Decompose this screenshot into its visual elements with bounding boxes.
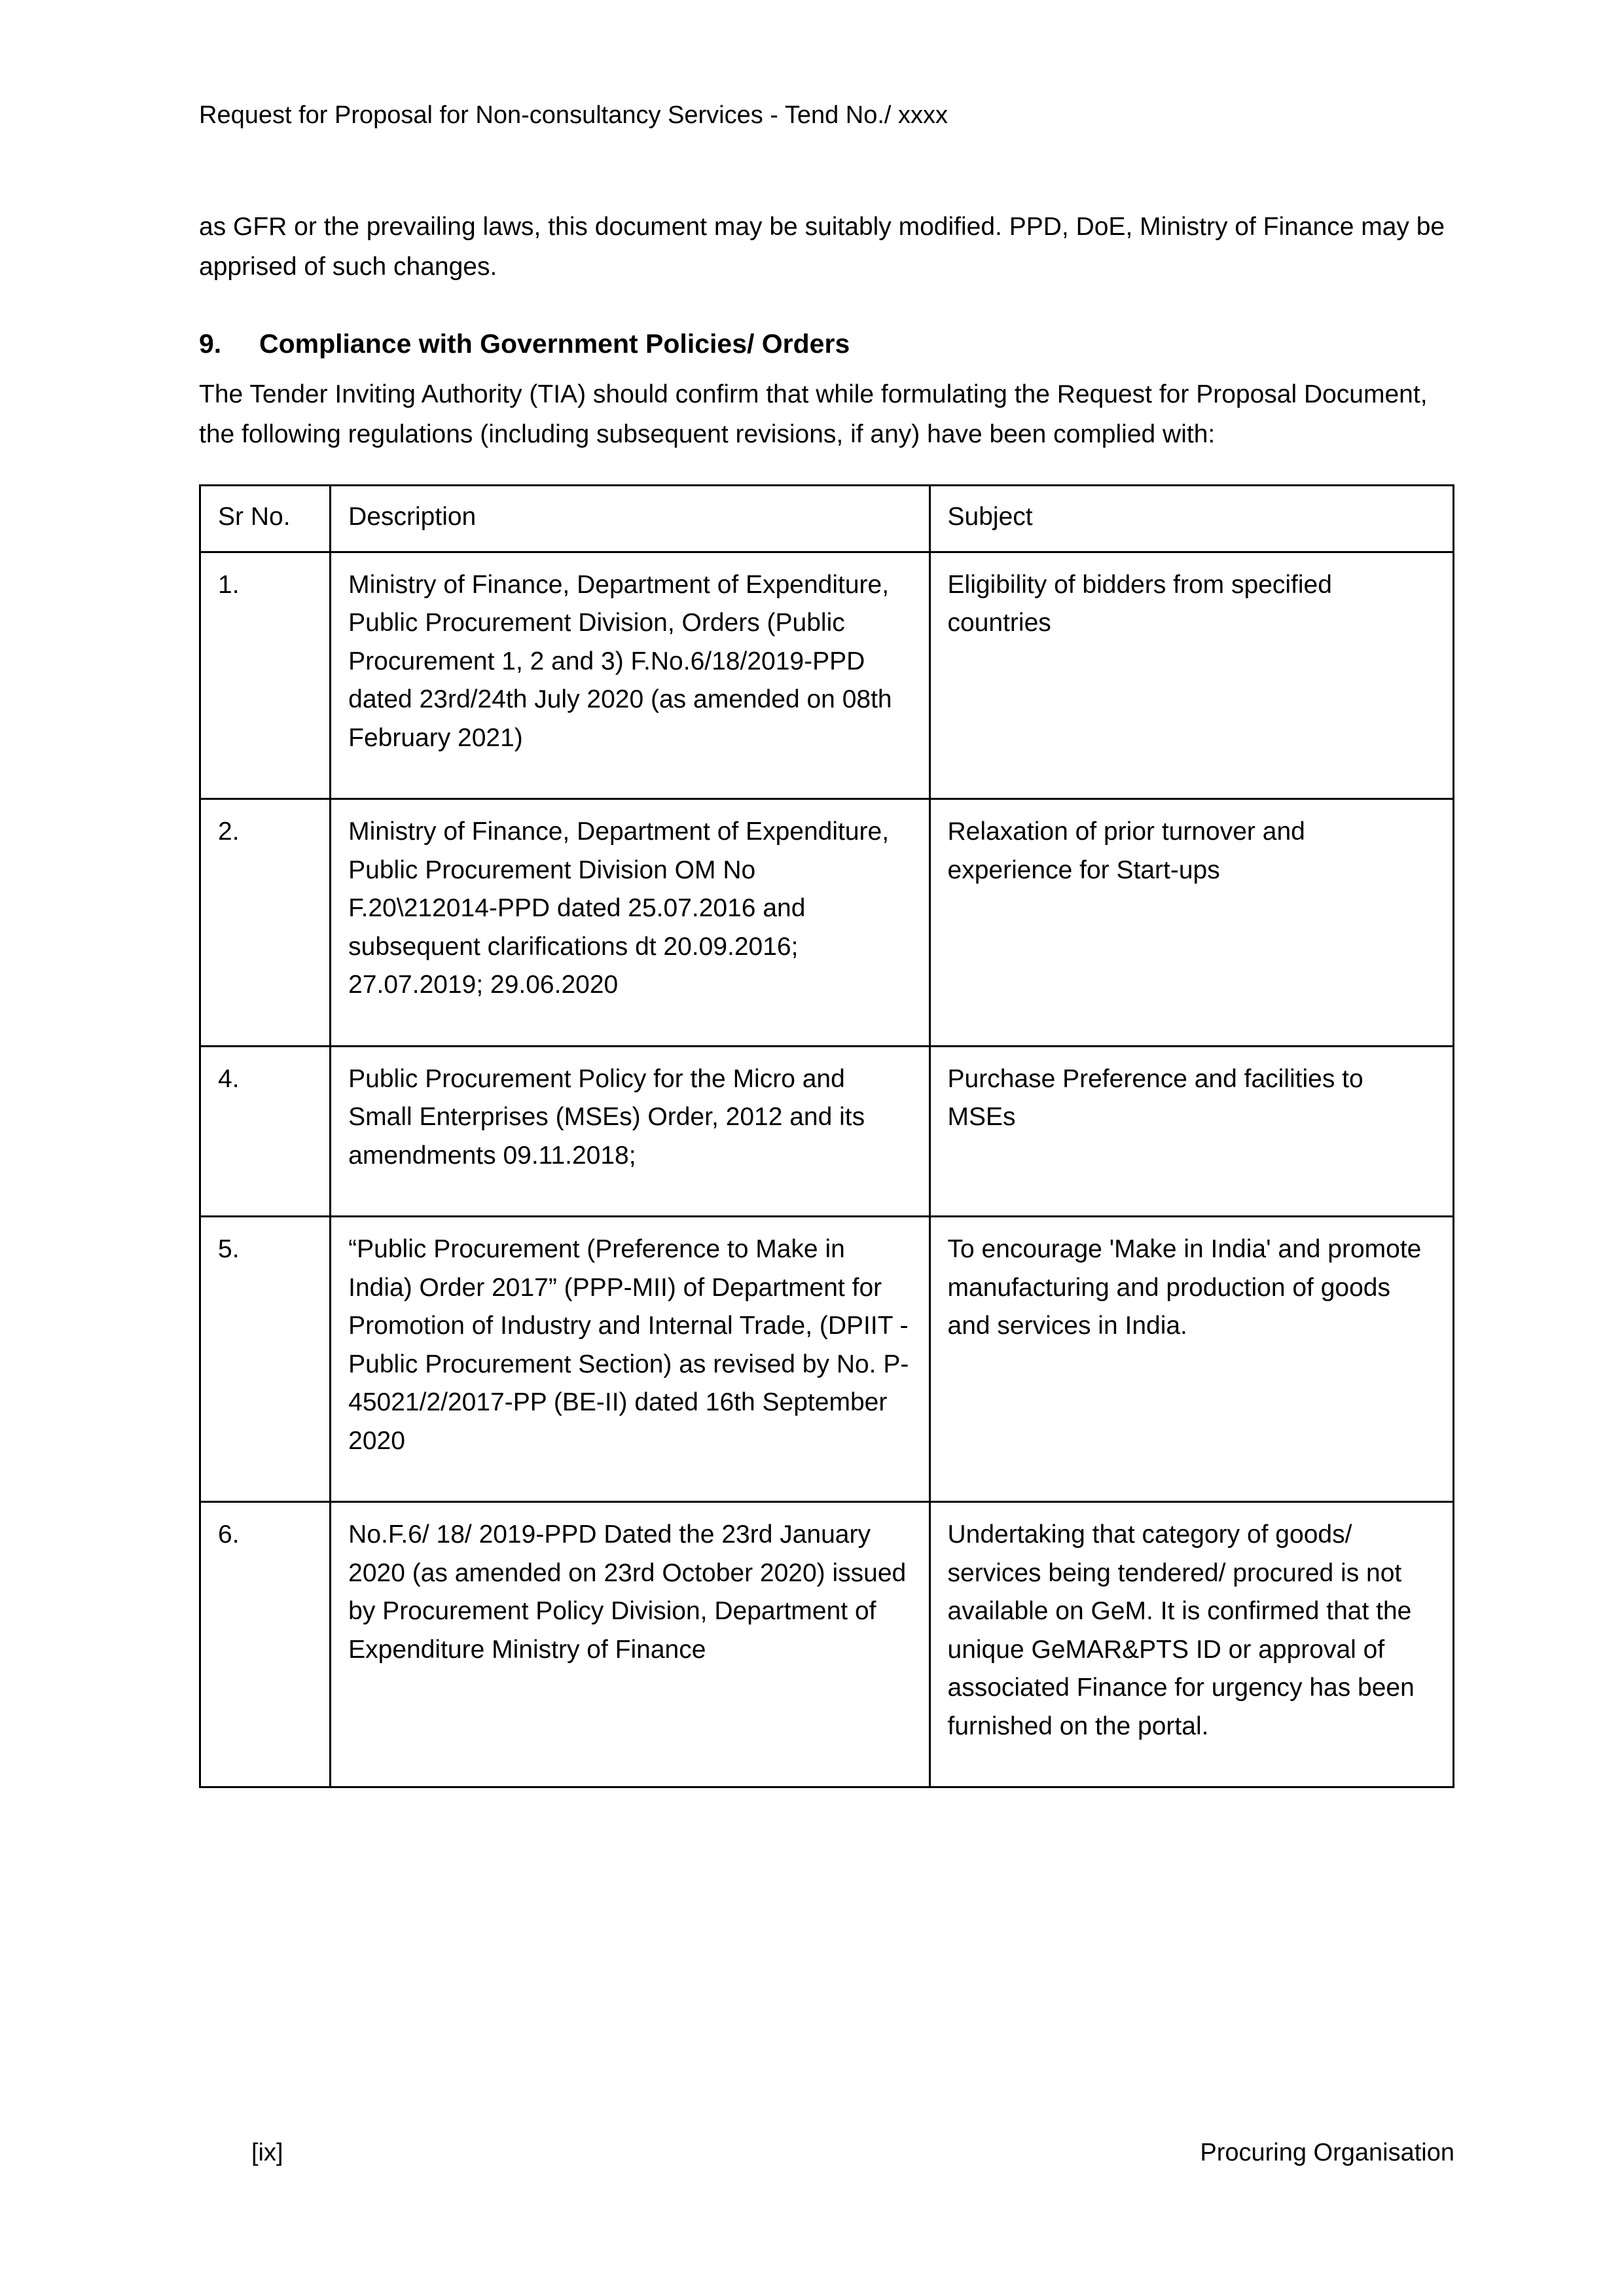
section-heading: [199, 329, 1454, 359]
cell-sr-no: 1.: [200, 552, 331, 799]
section-number: 9.: [199, 329, 222, 359]
cell-subject: Eligibility of bidders from specified countries: [929, 552, 1453, 799]
cell-subject: To encourage 'Make in India' and promote manufacturing and production of goods and services in India.: [929, 1217, 1453, 1502]
page-number: [ix]: [251, 2139, 283, 2166]
cell-subject: Relaxation of prior turnover and experience for Start-ups: [929, 799, 1453, 1047]
column-header-sr-no: Sr No.: [200, 486, 331, 552]
intro-paragraph: as GFR or the prevailing laws, this document may be suitably modified. PPD, DoE, Ministry of Finance may be apprised of such changes.: [199, 213, 1445, 281]
cell-description: Public Procurement Policy for the Micro and Small Enterprises (MSEs) Order, 2012 and its amendments 09.11.2018;: [331, 1046, 929, 1217]
table-row: [200, 1502, 1454, 1787]
section-intro-paragraph: The Tender Inviting Authority (TIA) should confirm that while formulating the Request for Proposal Document, the following regulations (including subsequent revisions, if any) have been complied with:: [199, 380, 1428, 448]
cell-description: No.F.6/ 18/ 2019-PPD Dated the 23rd January 2020 (as amended on 23rd October 2020) issued by Procurement Policy Division, Department of Expenditure Ministry of Finance: [331, 1502, 929, 1787]
table-row: [200, 1217, 1454, 1502]
cell-subject: Purchase Preference and facilities to MSEs: [929, 1046, 1453, 1217]
table-row: [200, 552, 1454, 799]
column-header-subject: Subject: [929, 486, 1453, 552]
table-header-row: [200, 486, 1454, 552]
column-header-description: Description: [331, 486, 929, 552]
table-row: [200, 799, 1454, 1047]
page-footer: [199, 2139, 1454, 2167]
cell-sr-no: 6.: [200, 1502, 331, 1787]
footer-organisation-label: Procuring Organisation: [1200, 2139, 1454, 2166]
cell-sr-no: 2.: [200, 799, 331, 1047]
section-title: Compliance with Government Policies/ Orders: [259, 329, 850, 359]
page-content: [199, 99, 1454, 1788]
cell-sr-no: 5.: [200, 1217, 331, 1502]
compliance-table: [199, 484, 1454, 1788]
table-row: [200, 1046, 1454, 1217]
cell-subject: Undertaking that category of goods/ services being tendered/ procured is not available on GeM. It is confirmed that the unique GeMAR&PTS ID or approval of associated Finance for urgency has been furnished on the portal.: [929, 1502, 1453, 1787]
cell-description: “Public Procurement (Preference to Make in India) Order 2017” (PPP-MII) of Department for Promotion of Industry and Internal Trade, (DPIIT - Public Procurement Section) as revised by No. P-45021/2/2017-PP (BE-II) dated 16th September 2020: [331, 1217, 929, 1502]
cell-description: Ministry of Finance, Department of Expenditure, Public Procurement Division, Orders (Public Procurement 1, 2 and 3) F.No.6/18/2019-PPD dated 23rd/24th July 2020 (as amended on 08th February 2021): [331, 552, 929, 799]
cell-description: Ministry of Finance, Department of Expenditure, Public Procurement Division OM No F.20\212014-PPD dated 25.07.2016 and subsequent clarifications dt 20.09.2016; 27.07.2019; 29.06.2020: [331, 799, 929, 1047]
cell-sr-no: 4.: [200, 1046, 331, 1217]
running-header: Request for Proposal for Non-consultancy Services - Tend No./ xxxx: [199, 101, 948, 129]
